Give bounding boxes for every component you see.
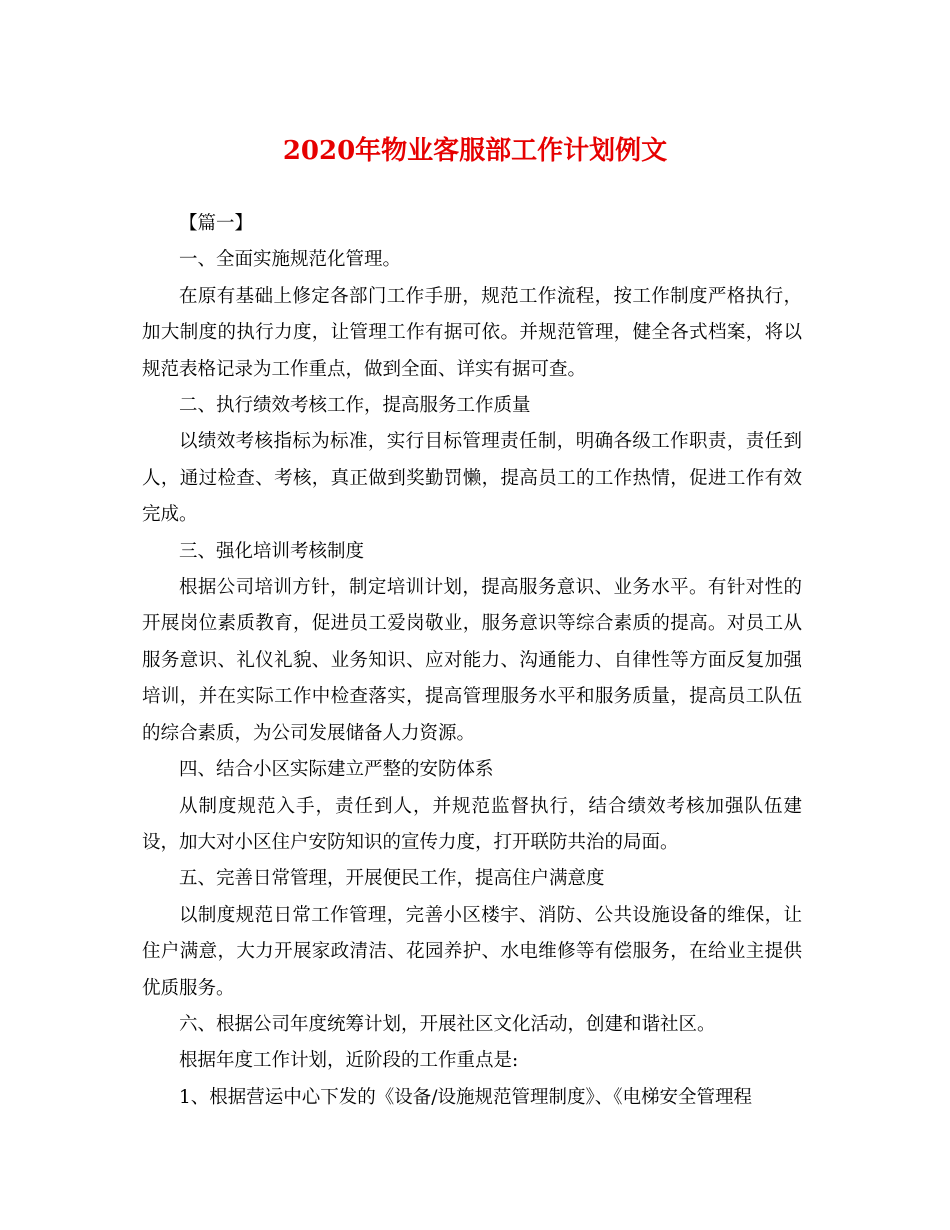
paragraph-1: 在原有基础上修定各部门工作手册，规范工作流程，按工作制度严格执行，加大制度的执行力度，让管理工作有据可依。并规范管理，健全各式档案，将以规范表格记录为工作重点，做到全面、详实有据可查。 [142, 285, 802, 380]
heading-2: 二、执行绩效考核工作，提高服务工作质量 [179, 395, 531, 417]
paragraph-3: 根据公司培训方针，制定培训计划，提高服务意识、业务水平。有针对性的开展岗位素质教育，促进员工爱岗敬业，服务意识等综合素质的提高。对员工从服务意识、礼仪礼貌、业务知识、应对能力、沟通能力、自律性等方面反复加强培训，并在实际工作中检查落实，提高管理服务水平和服务质量，提高员工队伍的综合素质，为公司发展储备人力资源。 [142, 577, 802, 744]
paragraph-5: 以制度规范日常工作管理，完善小区楼宇、消防、公共设施设备的维保，让住户满意，大力开展家政清洁、花园养护、水电维修等有偿服务，在给业主提供优质服务。 [142, 904, 802, 999]
heading-5: 五、完善日常管理，开展便民工作，提高住户满意度 [179, 868, 605, 890]
heading-4: 四、结合小区实际建立严整的安防体系 [179, 759, 494, 781]
paragraph-item-1: 1、根据营运中心下发的《设备/设施规范管理制度》、《电梯安全管理程 [179, 1086, 753, 1108]
paragraph-4: 从制度规范入手，责任到人，并规范监督执行，结合绩效考核加强队伍建设，加大对小区住户安防知识的宣传力度，打开联防共治的局面。 [142, 795, 802, 853]
heading-3: 三、强化培训考核制度 [179, 540, 365, 562]
document-body [142, 206, 802, 1116]
paragraph-section-label: 【篇一】 [179, 213, 254, 234]
paragraph-plan-intro: 根据年度工作计划，近阶段的工作重点是: [179, 1050, 519, 1072]
heading-6: 六、根据公司年度统筹计划，开展社区文化活动，创建和谐社区。 [179, 1013, 716, 1035]
paragraph-2: 以绩效考核指标为标准，实行目标管理责任制，明确各级工作职责，责任到人，通过检查、考核，真正做到奖勤罚懒，提高员工的工作热情，促进工作有效完成。 [142, 431, 802, 526]
heading-1: 一、全面实施规范化管理。 [179, 249, 402, 271]
document-title: 2020年物业客服部工作计划例文 [282, 136, 668, 166]
